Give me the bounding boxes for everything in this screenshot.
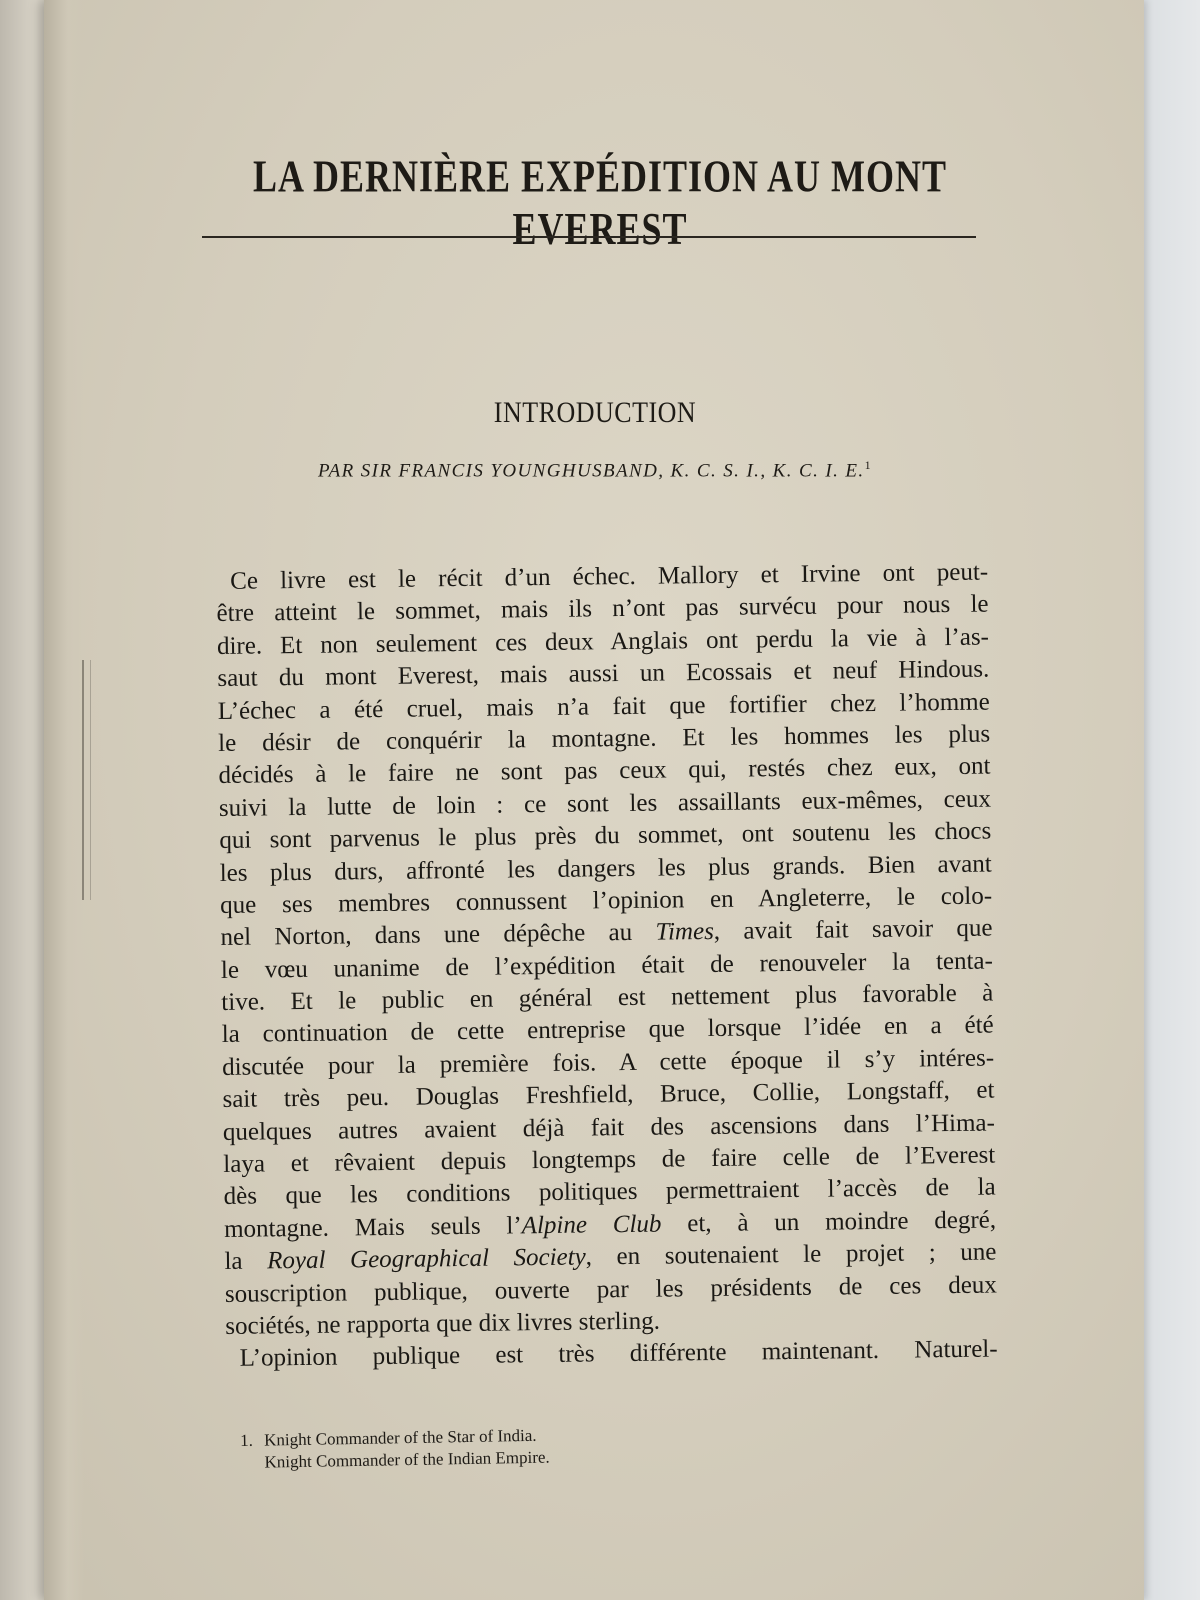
italic-title: Alpine Club (521, 1210, 662, 1240)
book-page (44, 0, 1144, 1600)
body-line: quelques autres avaient déjà fait des ascensions dans l’Hima- (222, 1109, 996, 1146)
body-line: L’échec a été cruel, mais n’a fait que fortifier chez l’homme (217, 688, 990, 725)
body-line: la continuation de cette entreprise que lorsque l’idée en a été (221, 1012, 994, 1049)
body-line: montagne. Mais seuls l’Alpine Club et, à un moindre degré, (223, 1206, 997, 1243)
body-line: L’opinion publique est très différente maintenant. Naturel- (239, 1335, 998, 1373)
body-line: le désir de conquérir la montagne. Et les hommes les plus (218, 720, 991, 757)
body-line: nel Norton, dans une dépêche au Times, avait fait savoir que (220, 914, 993, 952)
italic-title: Times (655, 918, 715, 946)
chapter-title: LA DERNIÈRE EXPÉDITION AU MONT EVEREST (252, 151, 948, 254)
body-line: que ses membres connussent l’opinion en Angleterre, le colo- (219, 882, 993, 919)
footnote-number: 1. (240, 1430, 254, 1450)
footnote-text-2: Knight Commander of the Indian Empire. (264, 1447, 550, 1472)
binding-stitch (82, 660, 91, 900)
body-line: être atteint le sommet, mais ils n’ont pas survécu pour nous le (216, 590, 989, 628)
body-line: les plus durs, affronté les dangers les plus grands. Bien avant (219, 850, 992, 887)
italic-title: Royal Geographical Society (266, 1243, 586, 1275)
body-line: dès que les conditions politiques permettraient l’accès de la (223, 1173, 996, 1211)
footnote-mark: 1 (864, 458, 872, 472)
body-text (216, 557, 998, 1376)
footnote (240, 1420, 801, 1474)
body-line: décidés à le faire ne sont pas ceux qui, restés chez eux, ont (218, 752, 991, 790)
body-line: dire. Et non seulement ces deux Anglais ont perdu la vie à l’as- (216, 623, 990, 660)
body-line: tive. Et le public en général est nettement plus favorable à (221, 979, 994, 1017)
body-line: Ce livre est le récit d’un échec. Mallory et Irvine ont peut- (230, 558, 989, 595)
page-gutter (44, 0, 84, 1600)
body-line: qui sont parvenus le plus près du sommet, ont soutenu les chocs (219, 817, 992, 855)
title-rule (202, 236, 976, 238)
author-byline (200, 458, 990, 482)
section-heading: INTRODUCTION (493, 395, 697, 430)
author-text: PAR SIR FRANCIS YOUNGHUSBAND, K. C. S. I., K. C. I. E. (318, 460, 865, 482)
footnote-text-1: Knight Commander of the Star of India. (264, 1425, 537, 1450)
body-line: saut du mont Everest, mais aussi un Ecossais et neuf Hindous. (217, 655, 990, 693)
body-line: discutée pour la première fois. A cette époque il s’y intéres- (221, 1044, 995, 1081)
body-line: la Royal Geographical Society, en soutenaient le projet ; une (224, 1238, 997, 1276)
body-line: souscription publique, ouverte par les présidents de ces deux (224, 1271, 998, 1308)
body-line: laya et rêvaient depuis longtemps de faire celle de l’Everest (223, 1141, 996, 1178)
body-line: suivi la lutte de loin : ce sont les assaillants eux-mêmes, ceux (218, 785, 992, 822)
body-line: le vœu unanime de l’expédition était de renouveler la tenta- (220, 947, 994, 984)
body-line: sociétés, ne rapporta que dix livres sterling. (225, 1307, 661, 1340)
body-line: sait très peu. Douglas Freshfield, Bruce, Collie, Longstaff, et (222, 1076, 995, 1114)
